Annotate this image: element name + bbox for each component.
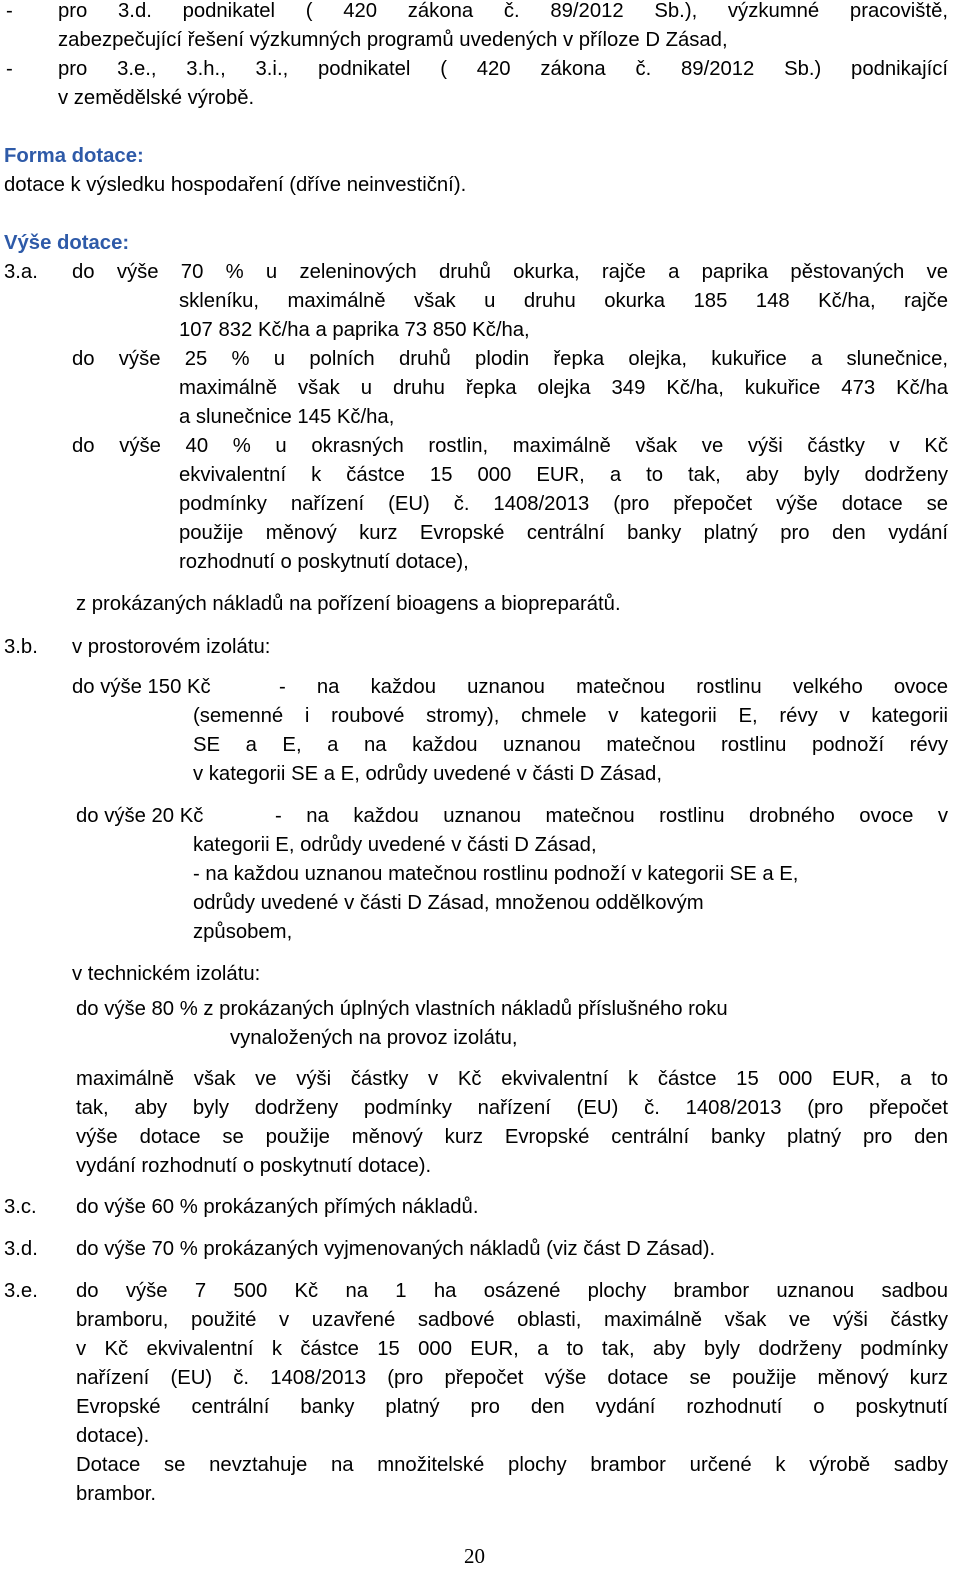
section-label-3a: 3.a. [4, 261, 38, 283]
bullet-dash: - [6, 0, 13, 22]
s3b-a-lead: do výše 150 Kč [72, 676, 211, 698]
s3e-line-3: v Kč ekvivalentní k částce 15 000 EUR, a to tak, aby byly dodrženy podmínky [76, 1338, 948, 1360]
s3b-max-line-4: vydání rozhodnutí o poskytnutí dotace). [76, 1155, 432, 1177]
s3e-note-line-1: Dotace se nevztahuje na množitelské plochy brambor určené k výrobě sadby [76, 1454, 948, 1476]
s3b-max-line-1: maximálně však ve výši částky v Kč ekvivalentní k částce 15 000 EUR, a to [76, 1068, 948, 1090]
s3e-line-2: bramboru, použité v uzavřené sadbové oblasti, maximálně však ve výši částky [76, 1309, 948, 1331]
section-label-3b: 3.b. [4, 636, 38, 658]
s3e-line-5: Evropské centrální banky platný pro den vydání rozhodnutí o poskytnutí [76, 1396, 948, 1418]
s3a-p3-line-1: do výše 40 % u okrasných rostlin, maximálně však ve výši částky v Kč [72, 435, 948, 457]
s3b-b-lead: do výše 20 Kč [76, 805, 204, 827]
forma-dotace-text: dotace k výsledku hospodaření (dříve neinvestiční). [4, 174, 467, 196]
s3e-line-4: nařízení (EU) č. 1408/2013 (pro přepočet výše dotace se použije měnový kurz [76, 1367, 948, 1389]
s3b-b-line-5: způsobem, [193, 921, 293, 943]
s3b-b-line-3: - na každou uznanou matečnou rostlinu podnoží v kategorii SE a E, [193, 863, 799, 885]
s3a-p1-line-2: skleníku, maximálně však u druhu okurka 185 148 Kč/ha, rajče [179, 290, 948, 312]
s3b-tech-line-2: vynaložených na provoz izolátu, [230, 1027, 518, 1049]
s3e-line-6: dotace). [76, 1425, 150, 1447]
s3b-tech-line-1: do výše 80 % z prokázaných úplných vlastních nákladů příslušného roku [76, 998, 728, 1020]
s3a-p2-line-3: a slunečnice 145 Kč/ha, [179, 406, 395, 428]
s3e-line-1: do výše 7 500 Kč na 1 ha osázené plochy brambor uznanou sadbou [76, 1280, 948, 1302]
s3b-b-line-4: odrůdy uvedené v části D Zásad, množenou oddělkovým [193, 892, 704, 914]
s3a-p2-line-2: maximálně však u druhu řepka olejka 349 Kč/ha, kukuřice 473 Kč/ha [179, 377, 948, 399]
s3b-a-line-4: v kategorii SE a E, odrůdy uvedené v části D Zásad, [193, 763, 662, 785]
s3b-max-line-2: tak, aby byly dodrženy podmínky nařízení (EU) č. 1408/2013 (pro přepočet [76, 1097, 948, 1119]
s3a-p4: z prokázaných nákladů na pořízení bioagens a biopreparátů. [76, 593, 621, 615]
item-d-line-2: zabezpečující řešení výzkumných programů uvedených v příloze D Zásad, [58, 29, 728, 51]
s3b-a-line-1: - na každou uznanou matečnou rostlinu velkého ovoce [279, 676, 948, 698]
s3b-b-line-2: kategorii E, odrůdy uvedené v části D Zásad, [193, 834, 597, 856]
s3e-note-line-2: brambor. [76, 1483, 157, 1505]
section-label-3d: 3.d. [4, 1238, 38, 1260]
item-d-line-1: pro 3.d. podnikatel ( 420 zákona č. 89/2012 Sb.), výzkumné pracoviště, [58, 0, 948, 22]
item-e-line-2: v zemědělské výrobě. [58, 87, 255, 109]
item-e-line-1: pro 3.e., 3.h., 3.i., podnikatel ( 420 zákona č. 89/2012 Sb.) podnikající [58, 58, 948, 80]
s3a-p3-line-2: ekvivalentní k částce 15 000 EUR, a to tak, aby byly dodrženy [179, 464, 948, 486]
s3a-p3-line-5: rozhodnutí o poskytnutí dotace), [179, 551, 469, 573]
s3a-p1-line-3: 107 832 Kč/ha a paprika 73 850 Kč/ha, [179, 319, 530, 341]
s3b-prostor-heading: v prostorovém izolátu: [72, 636, 271, 658]
forma-dotace-heading: Forma dotace: [4, 145, 144, 167]
s3a-p2-line-1: do výše 25 % u polních druhů plodin řepka olejka, kukuřice a slunečnice, [72, 348, 948, 370]
s3b-tech-heading: v technickém izolátu: [72, 963, 261, 985]
s3b-a-line-2: (semenné i roubové stromy), chmele v kategorii E, révy v kategorii [193, 705, 948, 727]
vyse-dotace-heading: Výše dotace: [4, 232, 130, 254]
s3b-a-line-3: SE a E, a na každou uznanou matečnou rostlinu podnoží révy [193, 734, 948, 756]
s3d-text: do výše 70 % prokázaných vyjmenovaných nákladů (viz část D Zásad). [76, 1238, 716, 1260]
s3b-b-line-1: - na každou uznanou matečnou rostlinu drobného ovoce v [275, 805, 948, 827]
bullet-dash: - [6, 58, 13, 80]
s3b-max-line-3: výše dotace se použije měnový kurz Evropské centrální banky platný pro den [76, 1126, 948, 1148]
s3c-text: do výše 60 % prokázaných přímých nákladů. [76, 1196, 479, 1218]
s3a-p3-line-4: použije měnový kurz Evropské centrální banky platný pro den vydání [179, 522, 948, 544]
s3a-p1-line-1: do výše 70 % u zeleninových druhů okurka, rajče a paprika pěstovaných ve [72, 261, 948, 283]
s3a-p3-line-3: podmínky nařízení (EU) č. 1408/2013 (pro přepočet výše dotace se [179, 493, 948, 515]
section-label-3c: 3.c. [4, 1196, 37, 1218]
section-label-3e: 3.e. [4, 1280, 38, 1302]
page-number: 20 [464, 1544, 485, 1568]
